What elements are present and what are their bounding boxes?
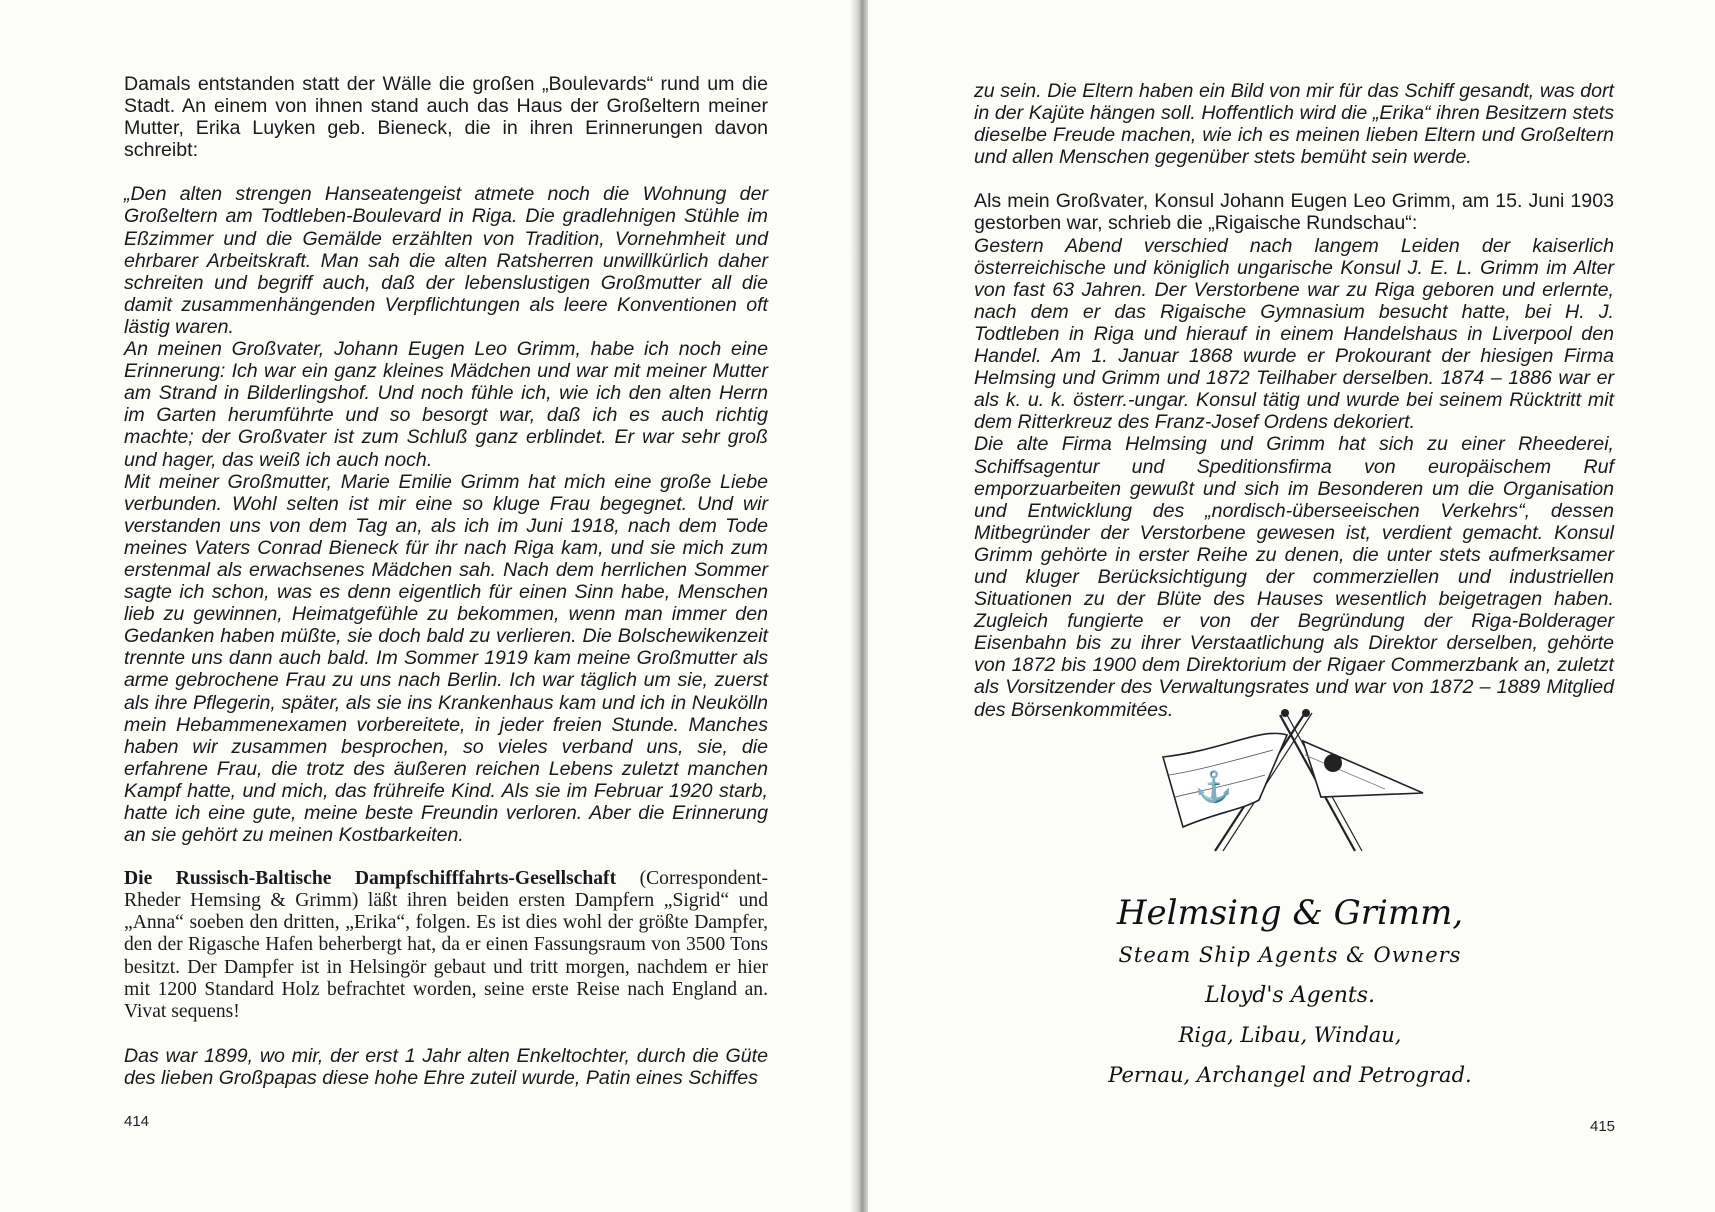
letterhead-lloyds-agents: Lloyd's Agents. (1204, 983, 1376, 1008)
memoir-quote-grandparents: „Den alten strengen Hanseatengeist atmete noch die Wohnung der Großeltern am Todtleben-Boulevard in Riga. Die gradlehnigen Stühle im Eßzimmer und die Gemälde erzählten von Tradition, Vornehmheit und ehrbarer Arbeitskraft. Man sah die alten Ratsherren unwillkürlich daher schreiten und begriff auch, daß der lebenslustigen Großmutter all die damit zusammenhängenden Verpflichtungen als leere Konventionen oft lästig waren. (124, 183, 768, 338)
page-number-right: 415 (1590, 1118, 1616, 1135)
page-number-left: 414 (124, 1113, 150, 1130)
letterhead-steam-ship-agents: Steam Ship Agents & Owners (1118, 943, 1462, 967)
letterhead-firm-name: Helmsing & Grimm, (1116, 893, 1464, 933)
memoir-quote-grandfather: An meinen Großvater, Johann Eugen Leo Grimm, habe ich noch eine Erinnerung: Ich war ein ganz kleines Mädchen und war mit meiner Mutter am Strand in Bilderlingshof. Und noch fühle ich, wie ich den alten Herrn im Garten herumführte und so besorgt war, daß ich es auch richtig machte; der Großvater ist zum Schluß ganz erblindet. Er war sehr groß und hager, das weiß ich auch noch. (124, 338, 768, 471)
paragraph-boulevards: Damals entstanden statt der Wälle die großen „Boulevards“ rund um die Stadt. An einem von ihnen stand auch das Haus der Großeltern meiner Mutter, Erika Luyken geb. Bieneck, die in ihren Erinnerungen davon schreibt: (124, 73, 768, 162)
newspaper-clipping (124, 868, 768, 1023)
clipping-body: (Correspondent-Rheder Hemsing & Grimm) läßt ihren beiden ersten Dampfern „Sigrid“ und „Anna“ soeben den dritten, „Erika“, folgen. Es ist dies wohl der größte Dampfer, den der Rigasche Hafen beherbergt hat, da er einen Fassungsraum von 3500 Tons besitzt. Der Dampfer ist in Helsingör gebaut und tritt morgen, nachdem er hier mit 1200 Standard Holz befrachtet worden, seine erste Reise nach England an. Vivat sequens! (124, 868, 768, 1022)
right-page-body (974, 80, 1614, 721)
left-page-body (124, 73, 768, 1089)
obituary-text-1: Gestern Abend verschied nach langem Leiden der kaiserlich österreichische und königlich ungarische Konsul J. E. L. Grimm im Alter von fast 63 Jahren. Der Verstorbene war zu Riga geboren und erlernte, nach dem er das Rigaische Gymnasium besucht hatte, bei H. J. Todtleben in Riga und hierauf in einem Handelshaus in Liverpool den Handel. Am 1. Januar 1868 wurde er Prokourant der hiesigen Firma Helmsing und Grimm und 1872 Teilhaber derselben. 1874 – 1886 war er als k. u. k. österr.-ungar. Konsul tätig und wurde bei seinem Rücktritt mit dem Ritterkreuz des Franz-Josef Ordens dekoriert. (974, 234, 1614, 434)
company-letterhead (1070, 705, 1510, 1105)
clipping-headline: Die Russisch-Baltische Dampfschifffahrts-Gesellschaft (124, 868, 617, 890)
left-page (0, 0, 857, 1212)
letterhead-cities-line-2: Pernau, Archangel and Petrograd. (1108, 1063, 1472, 1087)
memoir-quote-grandmother: Mit meiner Großmutter, Marie Emilie Grimm hat mich eine große Liebe verbunden. Wohl selten ist mir eine so kluge Frau begegnet. Und wir verstanden uns von dem Tag an, als ich im Juni 1918, nach dem Tode meines Vaters Conrad Bieneck für ihr nach Riga kam, und sie mich zum erstenmal als erwachsenes Mädchen sah. Nach dem herrlichen Sommer sagte ich schon, was es denn eigentlich für einen Sinn habe, Menschen lieb zu gewinnen, Heimatgefühle zu bekommen, wenn man immer den Gedanken haben müßte, sie doch bald zu verlieren. Die Bolschewikenzeit trennte uns dann auch bald. Im Sommer 1919 kam meine Großmutter als arme gebrochene Frau zu uns nach Berlin. Ich war täglich um sie, zuerst als ihre Pflegerin, später, als sie ins Krankenhaus kam und ich in Neukölln mein Hebammenexamen vorbereitete, in jeder freien Stunde. Manches haben wir zusammen besprochen, so vieles verband uns, sie, die erfahrene Frau, die trotz des äußeren reichen Lebens zuletzt manchen Kampf hatte, und mich, das frühreife Kind. Als sie im Februar 1920 starb, hatte ich eine gute, meine beste Freundin verloren. Aber die Erinnerung an sie gehört zu meinen Kostbarkeiten. (124, 470, 768, 847)
svg-text:⚓: ⚓ (1195, 770, 1233, 805)
obituary-text-2: Die alte Firma Helmsing und Grimm hat sich zu einer Rheederei, Schiffsagentur und Speditionsfirma von europäischem Ruf emporzuarbeiten gewußt und sich im Besonderen um die Organisation und Entwicklung des „nordisch-überseeischen Verkehrs“, dessen Mitbegründer der Verstorbene gewesen ist, verdient gemacht. Konsul Grimm gehörte in erster Reihe zu denen, die unter stets aufmerksamer und kluger Berücksichtigung der commerziellen und industriellen Situationen zu der Blüte des Hauses wesentlich beigetragen haben. Zugleich fungierte er von der Begründung der Riga-Bolderager Eisenbahn bis zu ihrer Verstaatlichung als Direktor derselben, gehörte von 1872 bis 1900 dem Direktorium der Rigaer Commerzbank an, zuletzt als Vorsitzender des Verwaltungsrates und war von 1872 – 1889 Mitglied des Börsenkommitées. (974, 433, 1614, 721)
letterhead-cities-line-1: Riga, Libau, Windau, (1178, 1023, 1402, 1047)
paragraph-godmother: Das war 1899, wo mir, der erst 1 Jahr alten Enkeltochter, durch die Güte des lieben Großpapas diese hohe Ehre zuteil wurde, Patin eines Schiffes (124, 1044, 768, 1089)
crossed-flags-icon (1155, 705, 1425, 855)
paragraph-continuation: zu sein. Die Eltern haben ein Bild von mir für das Schiff gesandt, was dort in der Kajüte hängen soll. Hoffentlich wird die „Erika“ ihren Besitzern stets dieselbe Freude machen, wie ich es meinen lieben Eltern und Großeltern und allen Menschen gegenüber stets bemüht sein werde. (974, 80, 1614, 169)
paragraph-obituary-intro: Als mein Großvater, Konsul Johann Eugen Leo Grimm, am 15. Juni 1903 gestorben war, schrieb die „Rigaische Rundschau“: (974, 190, 1614, 235)
